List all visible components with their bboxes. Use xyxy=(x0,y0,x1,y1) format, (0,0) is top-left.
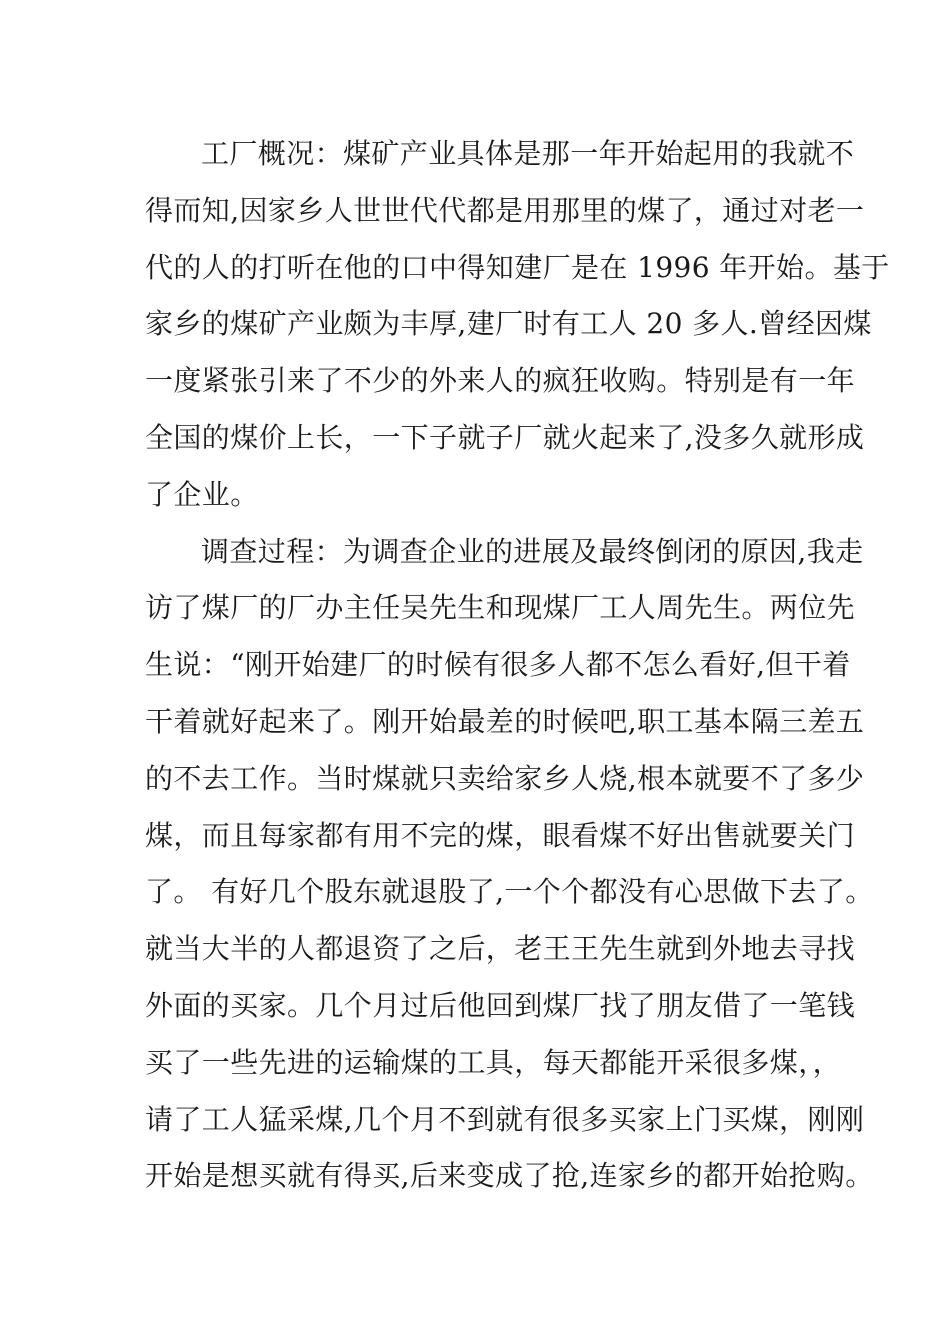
text-line: 买了一些先进的运输煤的工具，每天都能开采很多煤，， xyxy=(145,1045,842,1079)
text-line: 调查过程：为调查企业的进展及最终倒闭的原因,我走 xyxy=(201,534,864,568)
text-line: 工厂概况：煤矿产业具体是那一年开始起用的我就不 xyxy=(201,137,855,170)
text-line: 代的人的打听在他的口中得知建厂是在 1996 年开始。基于 xyxy=(145,250,890,284)
text-line: 煤，而且每家都有用不完的煤，眼看煤不好出售就要关门 xyxy=(145,818,856,852)
text-line: 的不去工作。当时煤就只卖给家乡人烧,根本就要不了多少 xyxy=(145,761,865,795)
text-line: 全国的煤价上长，一下子就子厂就火起来了,没多久就形成 xyxy=(145,420,865,454)
text-line: 就当大半的人都退资了之后，老王王先生就到外地去寻找 xyxy=(145,932,856,966)
text-line: 访了煤厂的厂办主任吴先生和现煤厂工人周先生。两位先 xyxy=(145,591,856,625)
text-line: 了。 有好几个股东就退股了,一个个都没有心思做下去了。 xyxy=(145,875,874,909)
text-line: 了企业。 xyxy=(145,477,259,511)
body-text xyxy=(145,126,890,1205)
text-line: 家乡的煤矿产业颇为丰厚,建厂时有工人 20 多人.曾经因煤 xyxy=(145,307,872,341)
text-line: 干着就好起来了。刚开始最差的时候吧,职工基本隔三差五 xyxy=(145,704,865,738)
text-line: 得而知,因家乡人世世代代都是用那里的煤了，通过对老一 xyxy=(145,193,865,227)
paragraph-factory-overview xyxy=(145,126,890,524)
text-line: 开始是想买就有得买,后来变成了抢,连家乡的都开始抢购。 xyxy=(145,1159,874,1193)
paragraph-investigation-process xyxy=(145,524,874,1206)
text-line: 请了工人猛采煤,几个月不到就有很多买家上门买煤，刚刚 xyxy=(145,1102,865,1136)
text-line: 一度紧张引来了不少的外来人的疯狂收购。特别是有一年 xyxy=(145,364,856,398)
text-line: 生说：“刚开始建厂的时候有很多人都不怎么看好,但干着 xyxy=(145,648,851,682)
text-line: 外面的买家。几个月过后他回到煤厂找了朋友借了一笔钱 xyxy=(145,988,856,1022)
